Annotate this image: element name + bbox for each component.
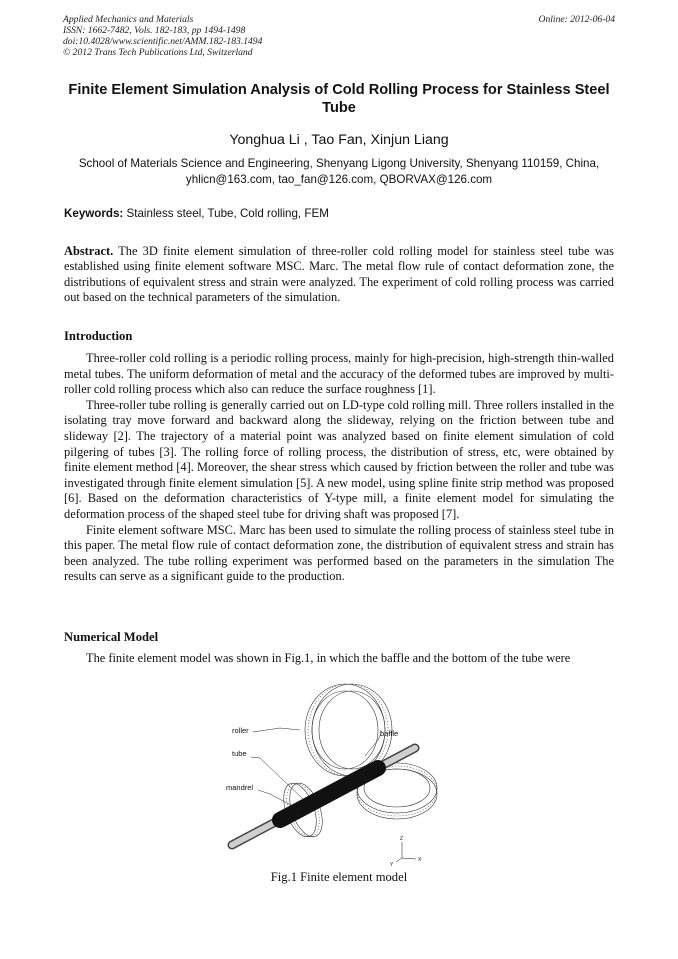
journal-header [63, 14, 262, 58]
tube-body [280, 768, 378, 820]
intro-paragraph: Three-roller tube rolling is generally carried out on LD-type cold rolling mill. Three rollers installed in the isolating tray move forward and backward along the slideway, relying on the friction between tube and slideway [2]. The trajectory of a material point was analyzed based on finite element simulation of cold pilgering of tubes [3]. The rolling force of rolling process, the distribution of stress, etc, were obtained by finite element method [4]. Moreover, the shear stress which caused by friction between the roller and tube was investigated through finite element simulation [5]. A new model, using spline finite strip method was proposed [6]. Based on the deformation characteristics of Y-type mill, a finite element model for simulating the deformation process of the shaped steel tube for driving shaft was proposed [7]. [64, 397, 614, 521]
keywords-label: Keywords: [64, 207, 124, 220]
abstract-label: Abstract. [64, 244, 114, 258]
intro-paragraph: Finite element software MSC. Marc has been used to simulate the rolling process of stainless steel tube in this paper. The metal flow rule of contact deformation zone, the distribution of equivalent stress and strain has been analyzed. The tube rolling experiment was performed based on the parameters in the simulation The results can serve as a significant guide to the production. [64, 522, 614, 584]
paper-title: Finite Element Simulation Analysis of Cold Rolling Process for Stainless Steel Tube [68, 82, 610, 116]
label-mandrel: mandrel [226, 783, 254, 792]
axis-z-label: Z [400, 836, 404, 842]
abstract-text: The 3D finite element simulation of three-roller cold rolling model for stainless steel tube was established using finite element software MSC. Marc. The metal flow rule of contact deformation zone, the distributions of equivalent stress and strain were analyzed. The experiment of cold rolling process was carried out based on the technical parameters of the simulation. [64, 244, 614, 304]
axis-triad [396, 842, 416, 862]
doi-line: doi:10.4028/www.scientific.net/AMM.182-183.1494 [63, 36, 263, 47]
label-tube: tube [232, 749, 247, 758]
abstract [64, 244, 614, 305]
copyright-line: © 2012 Trans Tech Publications Ltd, Switzerland [63, 47, 253, 58]
issn-line: ISSN: 1662-7482, Vols. 182-183, pp 1494-1498 [63, 25, 246, 36]
numerical-model-heading: Numerical Model [64, 630, 159, 644]
axis-y-label: Y [390, 862, 394, 868]
online-date: Online: 2012-06-04 [538, 14, 615, 25]
paper-authors: Yonghua Li , Tao Fan, Xinjun Liang [229, 132, 449, 148]
figure-caption: Fig.1 Finite element model [270, 870, 408, 884]
keywords-text: Stainless steel, Tube, Cold rolling, FEM [126, 207, 329, 220]
paper-affiliation: School of Materials Science and Engineering, Shenyang Ligong University, Shenyang 110159, China, yhlicn@163.com, tao_fan@126.com, QBORVAX@126.com [78, 157, 600, 186]
intro-paragraph: Three-roller cold rolling is a periodic rolling process, mainly for high-precision, high-strength thin-walled metal tubes. The uniform deformation of metal and the accuracy of the deformed tubes are improved by multi-roller cold rolling process which also can reduce the surface roughness [1]. [64, 351, 614, 397]
keywords-line [64, 207, 624, 220]
label-baffle: baffle [380, 729, 399, 738]
journal-name: Applied Mechanics and Materials [63, 14, 194, 25]
label-roller: roller [232, 726, 249, 735]
introduction-heading: Introduction [64, 329, 133, 343]
axis-x-label: X [418, 857, 422, 863]
introduction-body [64, 351, 614, 585]
model-paragraph: The finite element model was shown in Fig.1, in which the baffle and the bottom of the tube were [86, 651, 571, 665]
numerical-model-body [64, 651, 614, 667]
finite-element-model-figure [200, 670, 460, 870]
